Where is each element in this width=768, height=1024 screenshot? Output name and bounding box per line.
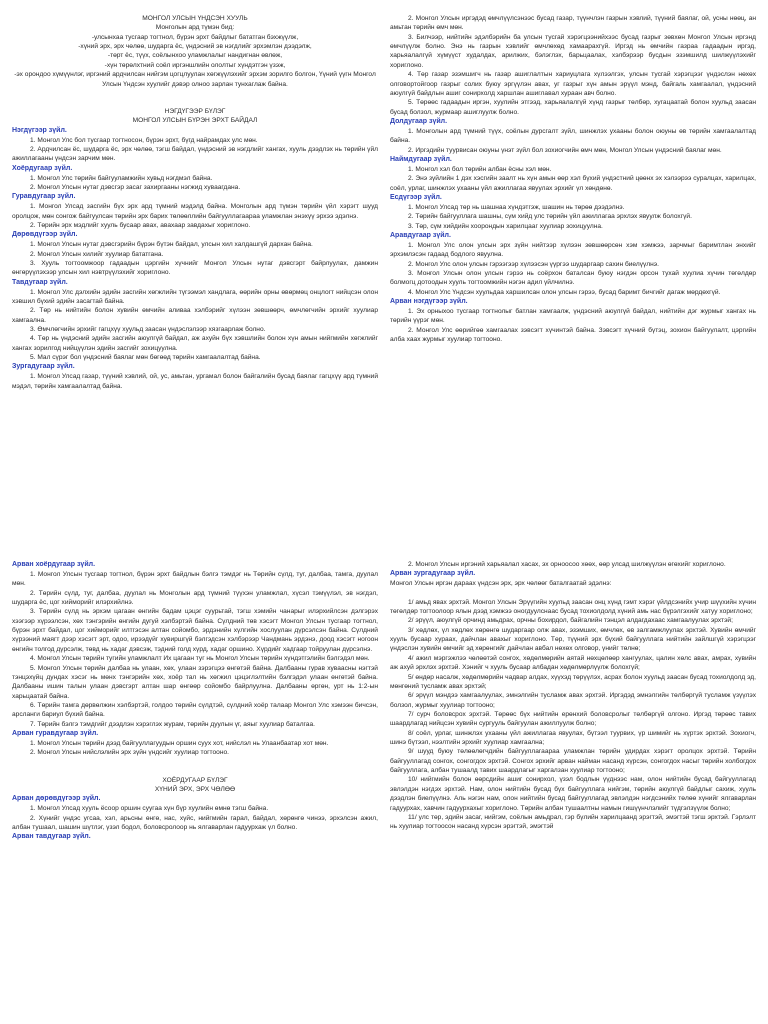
article-heading: Есдүгээр зүйл. bbox=[390, 193, 442, 201]
rights-item: 8/ соёл, урлаг, шинжлэх ухааны үйл ажиллагаа явуулах, бүтээл туурвих, үр шимийг нь хүртэх эрхтэй. Зохиогч, шинэ бүтээл, нээлтийн эрхийг хуулиар хамгаална; bbox=[390, 729, 756, 747]
preamble-line: -хүн төрөлхтний соёл иргэншлийн ололтыг хүндэтгэн үзэж, bbox=[104, 61, 286, 69]
article-paragraph: 1. Монгол Улсад газар, түүний хэвлий, ой, ус, амьтан, ургамал болон байгалийн бусад баялаг гагцхүү ард түмний мэдэл, төрийн хамгаалалтад байна. bbox=[12, 373, 378, 390]
article-paragraph: 2. Төр нь нийтийн болон хувийн өмчийн аливаа хэлбэрийг хүлээн зөвшөөрч, өмчлөгчийн эрхийг хуулиар хамгаална. bbox=[12, 307, 378, 324]
article-heading: Арван нэгдүгээр зүйл. bbox=[390, 298, 468, 306]
rights-item: 10/ нийгмийн болон өөрсдийн ашиг сонирхол, үзэл бодлын үүднээс нам, олон нийтийн бусад байгууллагад эвлэлдэн нэгдэх эрхтэй. Нам, олон нийтийн бусад бүх байгууллага нийгэм, төрийн аюулгүй байдлыг сахиж, хууль дээдлэн биелүүлнэ. Аль нэгэн нам, олон нийтийн бусад байгууллагад эвлэлдэн нэгдсэнийх төлөө хүнийг ялгаварлан гадуурхах, хавчин гадуурхахыг хориглоно. Төрийн албан тушаалтны намын гишүүнчлэлийг түдгэлзүүлж болно; bbox=[390, 776, 756, 812]
article-paragraph: 2. Ардчилсан ёс, шударга ёс, эрх чөлөө, тэгш байдал, үндэсний эв нэгдлийг хангах, хууль дээдлэх нь төрийн үйл ажиллагааны үндсэн зарчим мөн. bbox=[12, 145, 378, 163]
preamble-line: -улсынхаа тусгаар тогтнол, бүрэн эрхт байдлыг бататган бэхжүүлж, bbox=[91, 33, 299, 41]
article-paragraph: 5. Монгол Улсын төрийн далбаа нь улаан, хөх, улаан зэрэгцээ өнгөтэй байна. Далбааны гурав хуваасны нэгтэй тэнцэхүйц дундах хэсэг нь мөнх тэнгэрийн хөх, хоёр тал нь хөгжил цэцэглэлтийн бэлгэдэл улаан өнгөтэй байна. Далбааны ишин талын улаан дэвсгэрт алтан шар өнгөөр сойомбо байрлуулна. Далбааны өргөн, урт нь 1:2-ын харьцаатай байна. bbox=[12, 664, 378, 700]
article-paragraph: 3. Хууль тогтоомжоор гадаадын цэргийн хүчнийг Монгол Улсын нутаг дэвсгэрт байрлуулах, дамжин өнгөрүүлэхээр улсын хил нэвтрүүлэхийг хориглоно. bbox=[12, 259, 378, 277]
rights-item: 9/ шууд буюу төлөөлөгчдийн байгууллагаараа уламжлан төрийн удирдах хэрэгт оролцох эрхтэй. Төрийн байгууллагад сонгох, сонгогдох эрхтэй. Сонгох эрхийг арван найман насанд хүрсэн, сонгогдох насыг төрийн холбогдох байгууллага, албан тушаалд тавих шаардлагыг харгалзан хуулиар тогтооно; bbox=[390, 748, 756, 775]
top-left-column bbox=[12, 14, 378, 544]
article-paragraph: 3. Өмчлөгчийн эрхийг гагцхүү хуульд заасан үндэслэлээр хязгаарлаж болно. bbox=[30, 326, 266, 334]
article-heading: Арван хоёрдугаар зүйл. bbox=[12, 561, 96, 568]
article-paragraph: 1. Эх орныхоо тусгаар тогтнолыг батлан хамгаалж, үндэсний аюулгүй байдал, нийтийн дэг журмыг хангах нь төрийн үүрэг мөн. bbox=[390, 308, 756, 325]
article-paragraph: 4. Монгол Улсын төрийн тугийн уламжлалт Их цагаан туг нь Монгол Улсын төрийн хүндэтгэлийн бэлгэдэл мөн. bbox=[30, 655, 370, 663]
rights-list bbox=[390, 598, 756, 832]
article-heading: Тавдугаар зүйл. bbox=[12, 278, 68, 286]
article-heading: Арван тавдугаар зүйл. bbox=[12, 833, 91, 841]
article-paragraph: 1. Монгол хэл бол төрийн албан ёсны хэл мөн. bbox=[408, 165, 552, 173]
bottom-right-intro: 2. Монгол Улсын иргэний харьяалал хасах, эх орноосоо хөөх, өөр улсад шилжүүлэн өгөхийг хориглоно. bbox=[408, 561, 726, 568]
article-paragraph: 5. Төрөөс гадаадын иргэн, хуулийн этгээд, харьяалалгүй хүнд газрыг төлбөр, хугацаатай болон хуульд заасан бусад болзол, журмаар ашиглуулж болно. bbox=[390, 99, 756, 116]
article-heading: Долдугаар зүйл. bbox=[390, 117, 448, 125]
article-paragraph: 1. Монгол Улс төрийн байгууламжийн хувьд нэгдмэл байна. bbox=[30, 174, 213, 182]
rights-item: 11/ улс төр, эдийн засаг, нийгэм, соёлын амьдрал, гэр бүлийн харилцаанд эрэгтэй, эмэгтэй тэгш эрхтэй. Гэрлэлт нь хуулиар тогтоосон насанд хүрсэн эрэгтэй, эмэгтэй bbox=[390, 813, 756, 831]
preamble-line: -эх орондоо хүмүүнлэг, иргэний ардчилсан нийгэм цогцлуулан хөгжүүлэхийг эрхэм зорилго болгон, Үүний үүгн Монгол Улсын Үндсэн хуулийг дэвэр олноо зарлан тунхаглаж байна. bbox=[14, 71, 376, 88]
article-paragraph: 5. Мал сүрэг бол үндэсний баялаг мөн бөгөөд төрийн хамгаалалтад байна. bbox=[30, 354, 261, 362]
article-paragraph: 4. Монгол Улс Үндсэн хуульдаа харшилсан олон улсын гэрээ, бусад баримт бичгийг дагаж мөрдөхгүй. bbox=[408, 288, 721, 296]
bottom-left-articles bbox=[12, 560, 378, 758]
article-heading: Арван дөрөвдүгээр зүйл. bbox=[12, 795, 101, 803]
article-paragraph: 3. Монгол Улсын олон улсын гэрээ нь соёрхон баталсан буюу нэгдэн орсон тухай хуулиа хүчин төгөлдөр болмогц дотоодын хууль тогтоомжийн нэгэн адил үйлчилнэ. bbox=[390, 270, 756, 287]
preamble-line: -төрт ёс, түүх, соёлынхоо уламжлалыг нандигнан өвлөж, bbox=[107, 52, 283, 60]
rights-item: 1/ амьд явах эрхтэй. Монгол Улсын Эрүүгийн хуульд заасан онц хүнд гэмт хэрэг үйлдсэнийх учир шүүхийн хүчин төгөлдөр тогтоолоор ялын дээд хэмжээ оногдуулснаас бусад тохиолдолд хүний амь нас бүрэлгэхийг хатуу хориглоно; bbox=[390, 598, 756, 616]
article-paragraph: 2. Монгол Улсын нутаг дэвсгэр засаг захиргааны нэгжид хуваагдана. bbox=[30, 183, 241, 191]
article-paragraph: 3. Билчээр, нийтийн эдэлбэрийн ба улсын тусгай хэрэгцээнийхээс бусад газрыг зөвхөн Монгол Улсын иргэнд өмчлүүлж болно. Энэ нь газрын хэвлийг өмчлөхөд хамаарахгүй. Иргэд нь өмчийн газраа гадаадын иргэд, харьяалалгүй хүмүүст худалдах, арилжих, бэлэглэх, барьцаалах, хэлбэрээр бусдын эзэмшилд шилжүүлэхийг хориглоно. bbox=[390, 33, 756, 69]
preamble-subtitle: Монголын ард түмэн бид: bbox=[155, 24, 235, 32]
article-paragraph: 4. Төр газар эзэмшигч нь газар ашиглалтын хариуцлага хүлээлгэх, улсын тусгай хэрэгцээг үндэслэн нөхөх олговортойгоор газрыг солих буюу эргүүлэн авах, уг газрыг хүн амын эрүүл мэнд, байгаль хамгаалал, үндэсний аюулгүй байдлын ашиг сонирхолд харшлан ашиглавал хураан авч болно. bbox=[390, 71, 756, 97]
article-paragraph: 2. Монгол Улс олон улсын гэрээгээр хүлээсэн үүргээ шударгаар сахин биелүүлнэ. bbox=[408, 260, 659, 268]
article-paragraph: 6. Төрийн тамга дөрвөлжин хэлбэртэй, голдоо төрийн сүлдтэй, сүлдний хоёр талаар Монгол Улс хэмээн бичсэн, арсланги бариул бүхий байна. bbox=[12, 701, 378, 719]
article-heading: Гуравдугаар зүйл. bbox=[12, 193, 76, 201]
article-paragraph: 1. Монгол Улсад засгийн бүх эрх ард түмний мэдэлд байна. Монголын ард түмэн төрийн үйл хэрэгт шууд оролцож, мөн сонгож байгуулсан төрийн эрх барих төлөөллийн байгууллагаараа уламжлан энэхүү эрхээ эдэлнэ. bbox=[12, 203, 378, 220]
preamble-title: МОНГОЛ УЛСЫН ҮНДСЭН ХУУЛЬ bbox=[142, 15, 248, 22]
article-paragraph: 2. Иргэдийн туурвисан оюуны үнэт зүйл бол зохиогчийн өмч мөн, Монгол Улсын үндэсний баялаг мөн. bbox=[408, 146, 722, 154]
article-paragraph: 2. Төрийн байгууллага шашны, сүм хийд улс төрийн үйл ажиллагаа эрхлэх явуулж болохгүй. bbox=[408, 213, 692, 221]
chapter1-articles bbox=[12, 126, 378, 392]
article-paragraph: 7. Төрийн бэлгэ тэмдгийг дээдлэн хэрэглэх журам, төрийн дуулын үг, аяыг хуулиар баталгаа. bbox=[30, 720, 315, 728]
article-heading: Арван гуравдугаар зүйл. bbox=[12, 730, 99, 738]
article-paragraph: 2. Монгол Улс өөрийгөө хамгаалах зэвсэгт хүчинтэй байна. Зэвсэгт хүчний бүтэц, зохион байгуулалт, цэргийн алба хаах журмыг хуулиар тогтооно. bbox=[390, 326, 756, 344]
article-paragraph: 1. Монгол Улс дэлхийн эдийн засгийн хөгжлийн түгээмэл хандлага, өөрийн орны өвөрмөц онцлогт нийцсэн олон хэвшил бүхий эдийн засагтай байна. bbox=[12, 288, 378, 305]
chapter2-articles bbox=[12, 794, 378, 842]
article-heading: Хоёрдугаар зүйл. bbox=[12, 164, 73, 172]
article-paragraph: 2. Монгол Улсын нийслэлийн эрх зүйн үндсийг хуулиар тогтооно. bbox=[30, 749, 229, 757]
article-paragraph: 1. Монгол Улсын нутаг дэвсгэрийн бүрэн бүтэн байдал, улсын хил халдашгүй дархан байна. bbox=[30, 241, 313, 249]
continued-article bbox=[390, 14, 756, 117]
article-paragraph: 1. Монгол Улс бол тусгаар тогтносон, бүрэн эрхт, бүгд найрамдах улс мөн. bbox=[30, 136, 258, 144]
article-paragraph: 1. Монгол Улсад хууль ёсоор оршин суугаа хүн бүр хуулийн өмнө тэгш байна. bbox=[30, 805, 269, 813]
rights-item: 6/ эрүүл мэндээ хамгаалуулах, эмнэлгийн тусламж авах эрхтэй. Иргэдэд эмнэлгийн төлбөргүй тусламж үзүүлэх болзол, журмыг хуулиар тогтооно; bbox=[390, 692, 756, 709]
chapter1-subtitle: МОНГОЛ УЛСЫН БҮРЭН ЭРХТ БАЙДАЛ bbox=[132, 117, 258, 125]
article-heading: Нэгдүгээр зүйл. bbox=[12, 126, 67, 134]
rights-item: 7/ сурч боловсрох эрхтэй. Төрөөс бүх нийтийн ерөнхий боловсролыг төлбөргүй олгоно. Иргэд төрөөс тавих шаардлагад нийцсэн хувийн сургууль байгуулан ажиллуулж болно; bbox=[390, 710, 756, 728]
chapter1-title: НЭГДҮГЭЭР БҮЛЭГ bbox=[164, 107, 226, 115]
top-right-column bbox=[390, 14, 756, 544]
chapter2-subtitle: ХҮНИЙ ЭРХ, ЭРХ ЧӨЛӨӨ bbox=[154, 786, 236, 794]
article-heading: Аравдугаар зүйл. bbox=[390, 232, 451, 239]
article-heading: Наймдугаар зүйл. bbox=[390, 155, 452, 163]
article-paragraph: 1. Монгол Улсын төрийн дээд байгууллагуудын оршин суух хот, нийслэл нь Улаанбаатар хот мөн. bbox=[30, 739, 329, 747]
right-articles bbox=[390, 117, 756, 345]
article-paragraph: 2. Төрийн эрх мэдлийг хууль бусаар авах, авахаар завдахыг хориглоно. bbox=[30, 221, 251, 229]
rights-item: 4/ ажил мэргэжлээ чөлөөтэй сонгох, хөдөлмөрийн аятай нөхцөлөөр хангуулах, цалин хөлс авах, амрах, хувийн аж ахуй эрхлэх эрхтэй. Хэнийг ч хууль бусаар албадан хөдөлмөрлүүлж болохгүй; bbox=[390, 654, 756, 672]
rights-item: 3/ хөдлөх, үл хөдлөх хөрөнгө шударгаар олж авах, эзэмших, өмчлөх, өв залгамжлуулах эрхтэй. Хувийн өмчийг хууль бусаар хураах, дайчлан авахыг хориглоно. Төр, түүний эрх бүхий байгууллага нийтийн зайлшгүй хэрэгцээг үндэслэн хувийн өмчийг эд хөрөнгийг дайчлан авбал нөхөх олговор, үнийг төлнө; bbox=[390, 626, 756, 653]
article-paragraph: 2. Хүнийг үндэс угсаа, хэл, арьсны өнгө, нас, хүйс, нийгмийн гарал, байдал, хөрөнгө чинээ, эрхэлсэн ажил, албан тушаал, шашин шүтлэг, үзэл бодол, боловсролоор нь ялгаварлан гадуурхаж үл болно. bbox=[12, 814, 378, 832]
article-paragraph: 3. Төр, сүм хийдийн хоорондын харилцааг хуулиар зохицуулна. bbox=[408, 222, 603, 230]
article-heading: Зургадугаар зүйл. bbox=[12, 363, 75, 371]
bottom-right-column bbox=[390, 560, 756, 1022]
article-lead: Монгол Улсын иргэн дараах үндсэн эрх, эрх чөлөөг баталгаатай эдэлнэ: bbox=[390, 580, 612, 588]
article-paragraph: 1. Монгол Улсад төр нь шашнаа хүндэтгэж, шашин нь төрөө дээдэлнэ. bbox=[408, 203, 625, 211]
article-heading: Арван зургадугаар зүйл. bbox=[390, 570, 476, 578]
rights-item: 5/ өндөр насалж, хөдөлмөрийн чадвар алдах, хүүхэд төрүүлэх, асрах болон хуульд заасан бусад тохиолдолд эд, мөнгөний тусламж авах эрхтэй; bbox=[390, 673, 756, 690]
article-paragraph: 2. Энэ зүйлийн 1 дэх хэсгийн заалт нь хүн амын өөр хэл бүхий үндэстний цөөнх эх хэлээрээ суралцах, харилцах, соёл, урлаг, шинжлэх ухааны үйл ажиллагаа явуулах эрхийг үл хөндөнө. bbox=[390, 175, 756, 192]
article-paragraph: 2. Монгол Улсын иргэдэд өмчлүүлсэнээс бусад газар, түүнчлэн газрын хэвлий, түүний баялаг, ой, усны нөөц, ан амьтан төрийн өмч мөн. bbox=[390, 15, 756, 32]
chapter2-title: ХОЁРДУГААР БҮЛЭГ bbox=[162, 776, 228, 784]
bottom-left-column bbox=[12, 560, 378, 1022]
article-paragraph: 3. Төрийн сүлд нь эрхэм цагаан өнгийн бадам цэцэг суурьтай, тэгш хэмийн чанарыг илэрхийлсэн дэлгэрэх хээгээр хүрээлсэн, хөх тэнгэрийн өнгийн дугуй хэлбэртэй байна. Сүлдний төв хэсэгт Монгол Улсын тусгаар тогтнол, бүрэн эрхт байдал, цог хийморийг илтгэсэн алтан сойомбо, эрдэнийн хүлгийн хослуулан дүрсэлсэн байна. Сүлдний хүрээний маягт дээр хэсэгт эрт, одоо, ирээдүйг хувиршгүй бэлгэдсэн хэлбэрээр Чандмань эрдэнэ, доод хэсэгт ногоон өнгийн толгод дүрсэлж, төвд нь хадаг дэвсэж, тэдний голд хүрд, хадаг оршино. Хүрдийг хадгаар тойруулан дүрсэлнэ. bbox=[12, 608, 378, 653]
article-paragraph: 2. Төрийн сүлд, туг, далбаа, дуулал нь Монголын ард түмний түүхэн уламжлал, хүсэл тэмүүлэл, эв нэгдэл, шударга ёс, цог хийморийг илэрхийлнэ. bbox=[12, 589, 378, 607]
article-paragraph: 2. Монгол Улсын хилийг хуулиар бататгана. bbox=[30, 250, 164, 258]
preamble-lines bbox=[12, 33, 378, 89]
article-paragraph: 1. Монгол Улсын тусгаар тогтнол, бүрэн эрхт байдлын бэлгэ тэмдэг нь Төрийн сүлд, туг, далбаа, тамга, дуулал мөн. bbox=[12, 570, 378, 588]
article-heading: Дөрөвдүгээр зүйл. bbox=[12, 231, 78, 239]
preamble-line: -хүний эрх, эрх чөлөө, шударга ёс, үндэсний эв нэгдлийг эрхэмлэн дээдэлж, bbox=[78, 43, 312, 51]
article-paragraph: 1. Монголын ард түмний түүх, соёлын дурсгалт зүйл, шинжлэх ухааны болон оюуны өв төрийн хамгаалалтад байна. bbox=[390, 127, 756, 145]
article-paragraph: 1. Монгол Улс олон улсын эрх зүйн нийтээр хүлээн зөвшөөрсөн хэм хэмжээ, зарчмыг баримтлан энхийг эрхэмлэсэн гадаад бодлого явуулна. bbox=[390, 241, 756, 259]
rights-item: 2/ эрүүл, аюулгүй орчинд амьдрах, орчны бохирдол, байгалийн тэнцэл алдагдахаас хамгаалуулах эрхтэй; bbox=[408, 617, 733, 625]
article-paragraph: 4. Төр нь үндэсний эдийн засгийн аюулгүй байдал, аж ахуйн бүх хэвшлийн болон хүн амын нийгмийн хөгжлийг хангах зорилгод нийцүүлэн эдийн засгийг зохицуулна. bbox=[12, 335, 378, 352]
